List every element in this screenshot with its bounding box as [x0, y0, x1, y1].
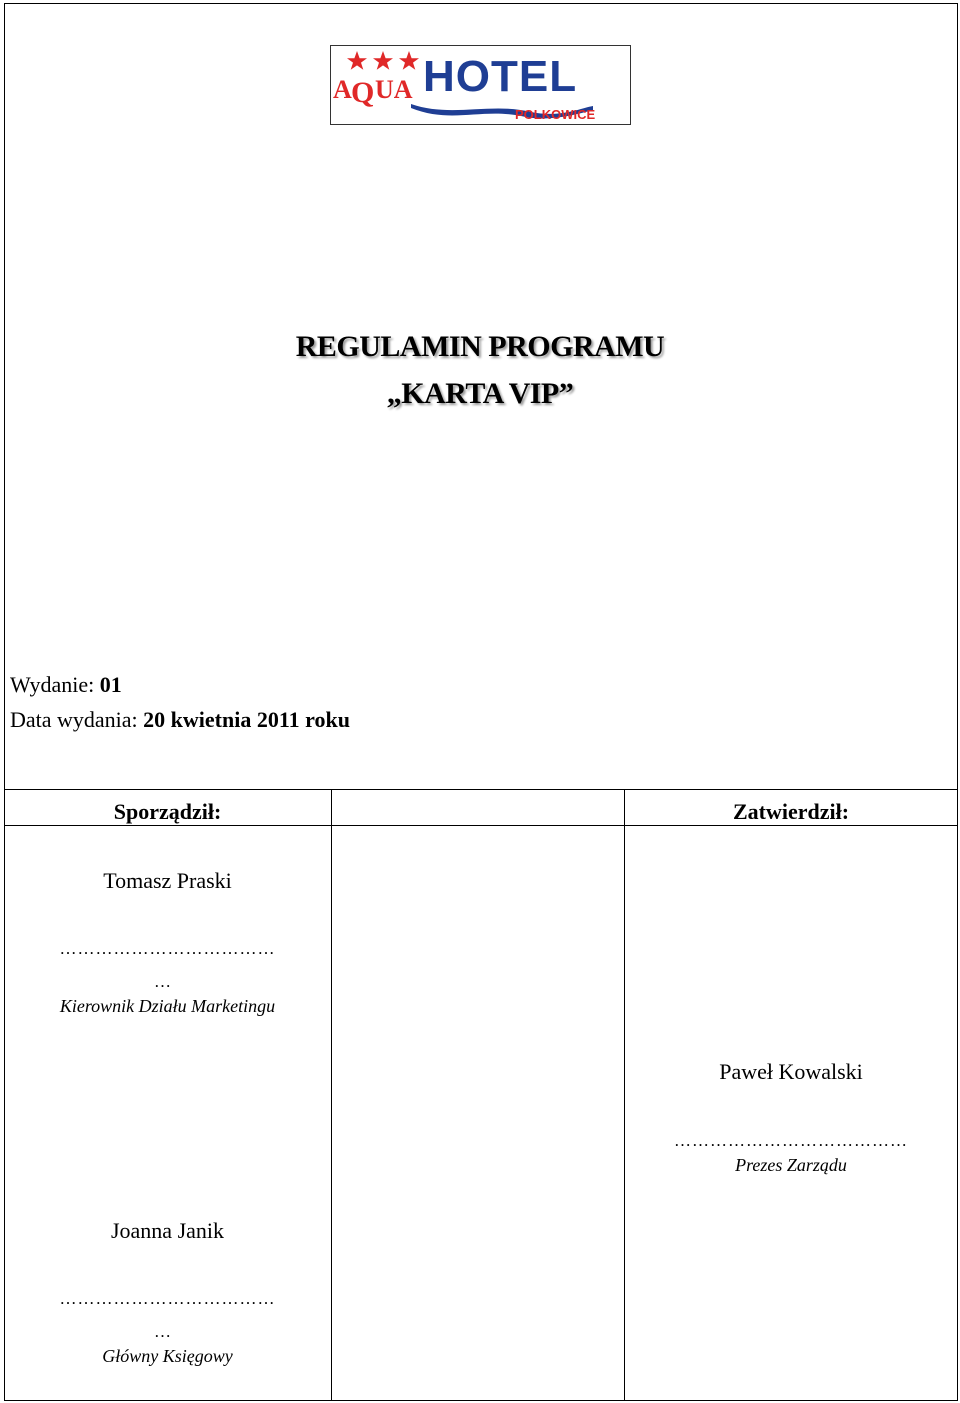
logo-aqua-a-text: A: [333, 75, 352, 104]
edition-value: 01: [99, 672, 122, 697]
signature-line: ………………………………: [59, 939, 276, 958]
signature-line-tail: …: [154, 1322, 172, 1341]
signatory-name: Paweł Kowalski: [719, 1059, 863, 1084]
approved-by-header: Zatwierdził:: [732, 799, 850, 824]
signatory-name: Tomasz Praski: [103, 868, 232, 893]
logo-aqua-ua-text: UA: [375, 75, 413, 104]
signatory-name: Joanna Janik: [110, 1218, 225, 1243]
column-divider-left: [331, 789, 332, 1401]
document-title: REGULAMIN PROGRAMU: [295, 330, 665, 363]
prepared-by-header: Sporządził:: [113, 799, 222, 824]
logo-location-text: POLKOWICE: [515, 107, 596, 122]
signature-line: …………………………………: [674, 1131, 908, 1150]
issue-date-line: [10, 707, 350, 733]
signatory-role: Główny Księgowy: [102, 1346, 233, 1366]
table-header-border: [4, 825, 958, 826]
star-icon: [399, 51, 419, 70]
signatory-role: Prezes Zarządu: [735, 1155, 847, 1175]
signature-line: ………………………………: [59, 1289, 276, 1308]
column-divider-right: [624, 789, 625, 1401]
signature-line-tail: …: [154, 972, 172, 991]
edition-line: [10, 672, 122, 698]
logo-hotel-text: HOTEL: [423, 52, 578, 101]
issue-date-label: Data wydania:: [10, 707, 144, 732]
star-icon: [347, 51, 367, 70]
edition-label: Wydanie:: [10, 672, 100, 697]
document-subtitle: „KARTA VIP”: [386, 377, 574, 410]
signature-table: [4, 789, 958, 1401]
issue-date-value: 20 kwietnia 2011 roku: [143, 707, 350, 732]
table-top-border: [4, 789, 958, 790]
logo-aqua-q-text: Q: [351, 76, 375, 109]
hotel-logo: [330, 45, 631, 125]
signatory-role: Kierownik Działu Marketingu: [59, 996, 276, 1016]
star-icon: [373, 51, 393, 70]
